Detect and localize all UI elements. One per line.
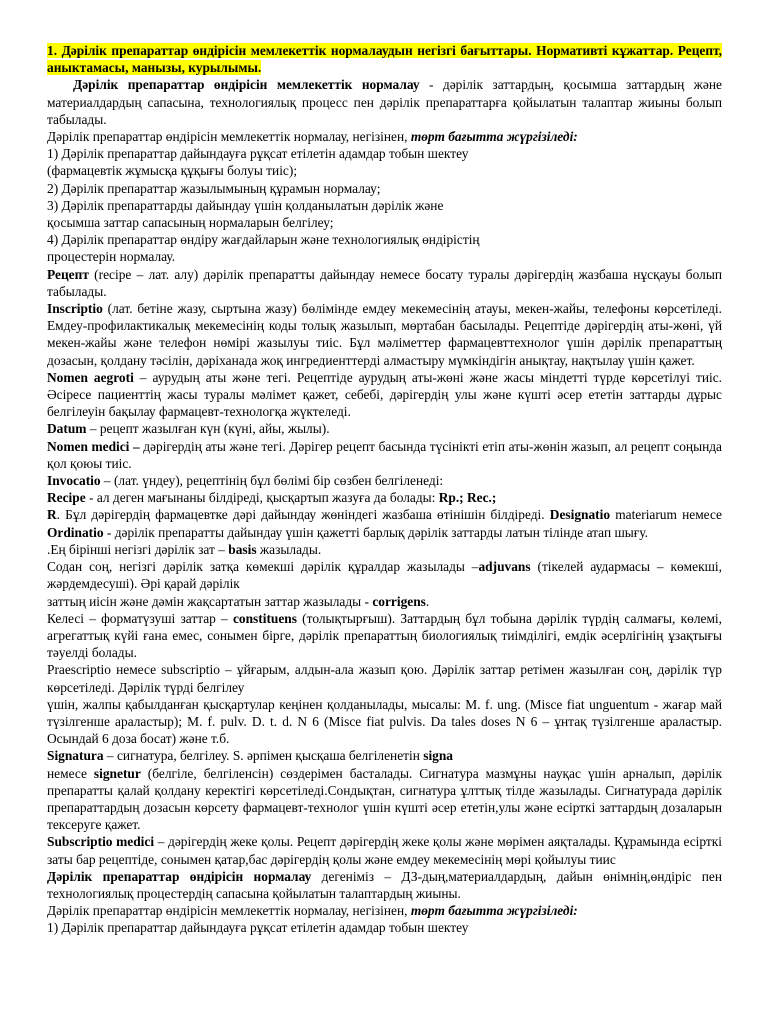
signatura-paragraph: Signatura – сигнатура, белгілеу. S. әрпімен қысқаша белгіленетін signa: [47, 748, 454, 764]
invocatio-paragraph: Invocatio – (лат. үндеу), рецептінің бұл бөлімі бір сөзбен белгіленеді:: [47, 473, 444, 489]
adjuvans-paragraph: Содан соң, негізгі дәрілік затқа көмекші дәрілік құралдар жазылады –adjuvans (тікелей аудармасы – көмекші, жәрдемдесуші). Әрі қарай дәрілік: [47, 559, 722, 592]
directions-line: Дәрілік препараттар өндірісін мемлекеттік нормалау, негізінен, төрт бағытта жүргізіледі:: [47, 129, 578, 145]
recipe-paragraph: Recipe - ал деген мағынаны білдіреді, қысқартып жазуға да болады: Rp.; Rec.;: [47, 490, 497, 506]
definition-paragraph: Дәрілік препараттар өндірісін нормалау дегеніміз – ДЗ-дың,материалдардың, дайын өнімнің,өндіріс пен технологиялық процестердің сапасына қойылатын талаптардың жиыны.: [47, 868, 722, 901]
list-item: 2) Дәрілік препараттар жазылымының құрамын нормалау;: [47, 180, 381, 196]
designatio-paragraph: R. Бұл дәрігердің фармацевтке дәрі дайындау жөніндегі жазбаша өтінішін білдіреді. Designatio materiarum немесе Ordinatio - дәрілік препаратты дайындау үшін қажетті барлық дәрілік заттарды латын тілінде атап шығу.: [47, 507, 722, 540]
section-heading: 1. Дәрілік препараттар өндірісін мемлекеттік нормалаудын негізгі бағыттары. Нормативті кұжаттар. Рецепт, аныктамасы, манызы, курылымы.: [47, 43, 722, 76]
praescriptio-paragraph: Praescriptio немесе subscriptio – ұйғарым, алдын-ала жазып қою. Дәрілік заттар ретімен жазылған соң, дәрілік түр көрсетіледі. Дәрілік түрді белгілеу: [47, 662, 722, 695]
list-item: процестерін нормалау.: [47, 249, 176, 265]
constituens-paragraph: Келесі – форматүзуші заттар – constituens (толықтырғыш). Заттардың бұл тобына дәрілік түрдің салмағы, көлемі, агрегаттық күйі ғана емес, сонымен бірге, дәрілік препараттың биологиялық тиімділігі, емдік әсерлігінің ұзақтығы тәуелді болады.: [47, 610, 722, 661]
list-item: қосымша заттар сапасының нормаларын белгілеу;: [47, 215, 334, 231]
directions-line-repeat: Дәрілік препараттар өндірісін мемлекеттік нормалау, негізінен, төрт бағытта жүргізіледі:: [47, 903, 578, 919]
datum-paragraph: Datum – рецепт жазылған күн (күні, айы, жылы).: [47, 421, 330, 437]
intro-paragraph: Дәрілік препараттар өндірісін мемлекеттік нормалау - дәрілік заттардың, қосымша заттардың және материалдардың сапасына, технологиялық процесс пен дәрілік препараттарға қойылатын талаптар жиыны болып табылады.: [47, 77, 722, 127]
list-item: 1) Дәрілік препараттар дайындауға рұқсат етілетін адамдар тобын шектеу: [47, 920, 469, 936]
list-item: 3) Дәрілік препараттарды дайындау үшін қолданылатын дәрілік және: [47, 197, 444, 213]
basis-paragraph: .Ең бірінші негізгі дәрілік зат – basis жазылады.: [47, 541, 322, 557]
list-item: 1) Дәрілік препараттар дайындауға рұқсат етілетін адамдар тобын шектеу: [47, 146, 469, 162]
praescriptio-paragraph-continued: үшін, жалпы қабылданған қысқартулар кеңінен қолданылады, мысалы: M. f. ung. (Misce fiat unguentum - жағар май түзілгенше араластыр); M. f. pulv. D. t. d. N 6 (Misce fiat pulvis. Da tales doses N 6 – ұнтақ түзілгенше араластыр. Осындай 6 доза босат) және т.б.: [47, 696, 722, 747]
recept-paragraph: Рецепт (recipe – лат. алу) дәрілік препаратты дайындау немесе босату туралы дәрігердің жазбаша нұсқауы болып табылады.: [47, 266, 722, 299]
list-item: (фармацевтік жұмысқа құқығы болуы тиіс);: [47, 163, 298, 179]
inscriptio-paragraph: Inscriptio (лат. бетіне жазу, сыртына жазу) бөлімінде емдеу мекемесінің атауы, мекен-жайы, телефоны көрсетіледі. Емдеу-профилактикалық мекемесінің коды толық жазылып, мөртабан басылады. Рецептіде дәрігердің аты-жөні, үй мекен-жайы және телефон нөмірі жазылуы тиіс. Бұл мәліметтер фармацевттехнолог үшін дәрілік препараттың дозасын, қолдану тәсілін, дәріханада жоқ ингредиенттерді алмастыру мүмкіндігін анықтау, нақтылау үшін қажет.: [47, 301, 722, 368]
subscriptio-medici-paragraph: Subscriptio medici – дәрігердің жеке қолы. Рецепт дәрігердің жеке қолы және мөрімен аяқталады. Құрамында есірткі заты бар рецептіде, сонымен қатар,бас дәрігердің қолы және емдеу мекемесінің мөрі қойылуы тиис: [47, 834, 722, 867]
nomen-aegroti-paragraph: Nomen aegroti – аурудың аты және тегі. Рецептіде аурудың аты-жөні және жасы міндетті түрде көрсетілуі тиіс. Әсіресе пациенттің жасы туралы мәлімет қажет, себебі, дәрігердің улы және күшті әсер ететін заттарды дұрыс белгілеуін бақылау фармацевт-технологқа жүктеледі.: [47, 369, 722, 420]
nomen-medici-paragraph: Nomen medici – дәрігердің аты және тегі. Дәрігер рецепт басында түсінікті етіп аты-жөнін жазып, ал рецепт соңында қол қоюы тиіс.: [47, 438, 722, 471]
signetur-paragraph: немесе signetur (белгіле, белгіленсін) сөздерімен басталады. Сигнатура мазмұны науқас үшін арналып, дәрілік препаратты қалай қолдану керектігі көрсетіледі.Сондықтан, сигнатура ұлттық тілде жазылады. Сигнатурада дәрілік препараттардың дозасын көрсету фармацевт-технолог үшін күшті әсер ететін,улы және есірткі заттардың дозаларын тексеруге қажет.: [47, 765, 722, 833]
list-item: 4) Дәрілік препараттар өндіру жағдайларын және технологиялық өндірістің: [47, 232, 480, 248]
corrigens-paragraph: заттың иісін және дәмін жақсартатын заттар жазылады - corrigens.: [47, 593, 430, 609]
